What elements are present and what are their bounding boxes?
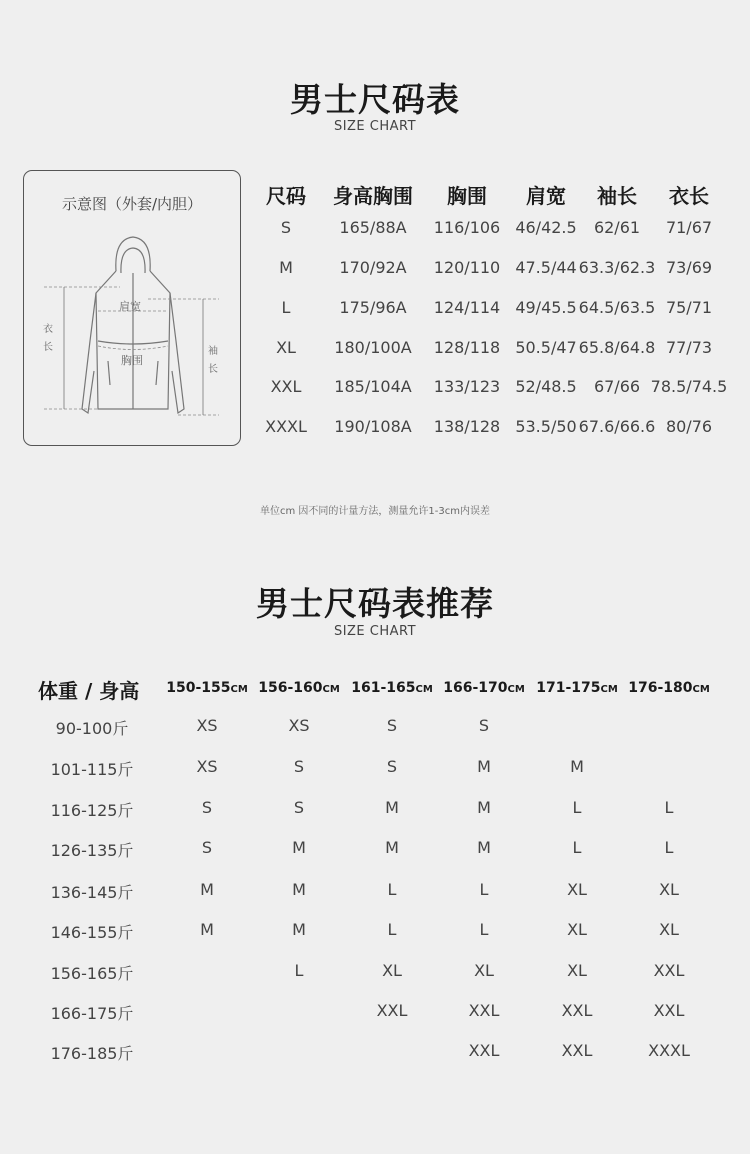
size-table-cell: 49/45.5 bbox=[515, 298, 577, 317]
length-label: 衣长 bbox=[43, 324, 53, 353]
recommended-size-cell: XXL bbox=[653, 961, 685, 980]
recommended-size-cell: XL bbox=[659, 920, 679, 939]
size-table-cell: 170/92A bbox=[339, 258, 407, 277]
height-range: 156-160 bbox=[258, 680, 323, 696]
weight-height-corner: 体重 / 身高 bbox=[38, 679, 140, 703]
recommended-size-cell: S bbox=[386, 716, 398, 735]
recommended-size-cell: XS bbox=[196, 716, 218, 735]
size-table-cell: 52/48.5 bbox=[515, 377, 577, 396]
size-table-cell: XXXL bbox=[265, 417, 307, 436]
weight-row-label: 126-135斤 bbox=[50, 841, 134, 860]
recommended-size-cell: XXL bbox=[376, 1001, 408, 1020]
size-table-cell: 64.5/63.5 bbox=[578, 298, 656, 317]
height-range: 150-155 bbox=[166, 680, 231, 696]
height-unit: CM bbox=[415, 684, 433, 695]
recommended-size-cell: S bbox=[386, 757, 398, 776]
size-table-cell: 50.5/47 bbox=[515, 338, 577, 357]
weight-row-label: 166-175斤 bbox=[50, 1004, 134, 1023]
recommended-size-cell: XXL bbox=[468, 1041, 500, 1060]
recommended-size-cell: S bbox=[201, 838, 213, 857]
recommended-size-cell: XL bbox=[382, 961, 402, 980]
weight-row-label: 146-155斤 bbox=[50, 923, 134, 942]
recommended-size-cell: XL bbox=[567, 961, 587, 980]
size-table-cell: 47.5/44 bbox=[515, 258, 577, 277]
recommended-size-cell: XL bbox=[659, 880, 679, 899]
recommend-title: 男士尺码表推荐 bbox=[256, 584, 494, 623]
recommended-size-cell: XL bbox=[474, 961, 494, 980]
recommended-size-cell: XXL bbox=[653, 1001, 685, 1020]
size-table-cell: 175/96A bbox=[339, 298, 407, 317]
size-table-header: 胸围 bbox=[447, 184, 487, 208]
recommended-size-cell: L bbox=[294, 961, 304, 980]
recommended-size-cell: L bbox=[572, 838, 582, 857]
size-table-cell: 165/88A bbox=[339, 218, 407, 237]
weight-row-label: 176-185斤 bbox=[50, 1044, 134, 1063]
recommended-size-cell: L bbox=[387, 880, 397, 899]
height-unit: CM bbox=[322, 684, 340, 695]
recommended-size-cell: M bbox=[292, 838, 306, 857]
measurement-note: 单位cm 因不同的计量方法，测量允许1-3cm内误差 bbox=[260, 506, 490, 517]
sleeve-label: 袖长 bbox=[208, 346, 218, 375]
height-header bbox=[166, 680, 248, 696]
size-table-cell: 46/42.5 bbox=[515, 218, 577, 237]
size-table-cell: 78.5/74.5 bbox=[650, 377, 728, 396]
height-unit: CM bbox=[230, 684, 248, 695]
size-table-cell: XL bbox=[276, 338, 296, 357]
size-table-cell: 120/110 bbox=[433, 258, 501, 277]
recommended-size-cell: XXL bbox=[561, 1001, 593, 1020]
recommended-size-cell: S bbox=[478, 716, 490, 735]
height-header bbox=[351, 680, 433, 696]
weight-row-label: 136-145斤 bbox=[50, 883, 134, 902]
size-table-cell: 128/118 bbox=[433, 338, 501, 357]
recommended-size-cell: S bbox=[293, 757, 305, 776]
size-table-header: 身高胸围 bbox=[333, 184, 413, 208]
recommended-size-cell: L bbox=[479, 920, 489, 939]
shoulder-label: 肩宽 bbox=[119, 300, 141, 313]
recommended-size-cell: M bbox=[477, 757, 491, 776]
height-header bbox=[443, 680, 525, 696]
height-unit: CM bbox=[600, 684, 618, 695]
size-table-cell: 133/123 bbox=[433, 377, 501, 396]
size-table-cell: 124/114 bbox=[433, 298, 501, 317]
recommended-size-cell: M bbox=[385, 838, 399, 857]
size-table-header: 袖长 bbox=[597, 184, 637, 208]
recommended-size-cell: XXL bbox=[561, 1041, 593, 1060]
height-header bbox=[628, 680, 710, 696]
height-header bbox=[258, 680, 340, 696]
height-unit: CM bbox=[692, 684, 710, 695]
weight-row-label: 116-125斤 bbox=[50, 801, 134, 820]
size-table-cell: 180/100A bbox=[334, 338, 412, 357]
recommended-size-cell: L bbox=[387, 920, 397, 939]
recommended-size-cell: L bbox=[664, 838, 674, 857]
size-table-cell: M bbox=[279, 258, 293, 277]
size-table-cell: 80/76 bbox=[665, 417, 713, 436]
weight-row-label: 90-100斤 bbox=[55, 719, 129, 738]
recommended-size-cell: M bbox=[385, 798, 399, 817]
recommended-size-cell: M bbox=[292, 920, 306, 939]
recommended-size-cell: M bbox=[477, 838, 491, 857]
recommended-size-cell: XXXL bbox=[648, 1041, 690, 1060]
height-range: 166-170 bbox=[443, 680, 508, 696]
recommended-size-cell: S bbox=[201, 798, 213, 817]
recommended-size-cell: M bbox=[570, 757, 584, 776]
recommended-size-cell: M bbox=[200, 920, 214, 939]
recommended-size-cell: XS bbox=[196, 757, 218, 776]
jacket-diagram bbox=[23, 170, 241, 446]
size-table-cell: XXL bbox=[270, 377, 302, 396]
size-table-cell: 63.3/62.3 bbox=[578, 258, 656, 277]
recommended-size-cell: L bbox=[572, 798, 582, 817]
size-table-cell: L bbox=[281, 298, 291, 317]
recommended-size-cell: XXL bbox=[468, 1001, 500, 1020]
size-chart-title: 男士尺码表 bbox=[290, 80, 460, 119]
size-table-cell: 138/128 bbox=[433, 417, 501, 436]
size-table-cell: 75/71 bbox=[665, 298, 713, 317]
weight-row-label: 156-165斤 bbox=[50, 964, 134, 983]
height-header bbox=[536, 680, 618, 696]
size-table-header: 肩宽 bbox=[526, 184, 566, 208]
recommended-size-cell: XL bbox=[567, 920, 587, 939]
size-chart-subtitle: SIZE CHART bbox=[333, 119, 417, 134]
size-table-cell: 116/106 bbox=[433, 218, 501, 237]
recommended-size-cell: M bbox=[200, 880, 214, 899]
size-table-cell: 71/67 bbox=[665, 218, 713, 237]
size-table-cell: 77/73 bbox=[665, 338, 713, 357]
recommended-size-cell: M bbox=[477, 798, 491, 817]
recommended-size-cell: XS bbox=[288, 716, 310, 735]
recommended-size-cell: L bbox=[664, 798, 674, 817]
size-table-cell: 67.6/66.6 bbox=[578, 417, 656, 436]
weight-row-label: 101-115斤 bbox=[50, 760, 134, 779]
size-table-cell: S bbox=[280, 218, 292, 237]
size-table-cell: 190/108A bbox=[334, 417, 412, 436]
recommended-size-cell: M bbox=[292, 880, 306, 899]
chest-label: 胸围 bbox=[121, 354, 143, 367]
recommend-subtitle: SIZE CHART bbox=[333, 624, 417, 639]
recommended-size-cell: L bbox=[479, 880, 489, 899]
size-table-cell: 65.8/64.8 bbox=[578, 338, 656, 357]
size-table-cell: 53.5/50 bbox=[515, 417, 577, 436]
size-table-cell: 62/61 bbox=[593, 218, 641, 237]
height-range: 176-180 bbox=[628, 680, 693, 696]
size-table-header: 尺码 bbox=[266, 184, 306, 208]
recommended-size-cell: S bbox=[293, 798, 305, 817]
recommended-size-cell: XL bbox=[567, 880, 587, 899]
height-unit: CM bbox=[507, 684, 525, 695]
size-table-cell: 73/69 bbox=[665, 258, 713, 277]
size-table-cell: 67/66 bbox=[593, 377, 641, 396]
size-table-header: 衣长 bbox=[669, 184, 709, 208]
height-range: 161-165 bbox=[351, 680, 416, 696]
diagram-label: 示意图（外套/内胆） bbox=[61, 195, 203, 213]
size-table-cell: 185/104A bbox=[334, 377, 412, 396]
height-range: 171-175 bbox=[536, 680, 601, 696]
